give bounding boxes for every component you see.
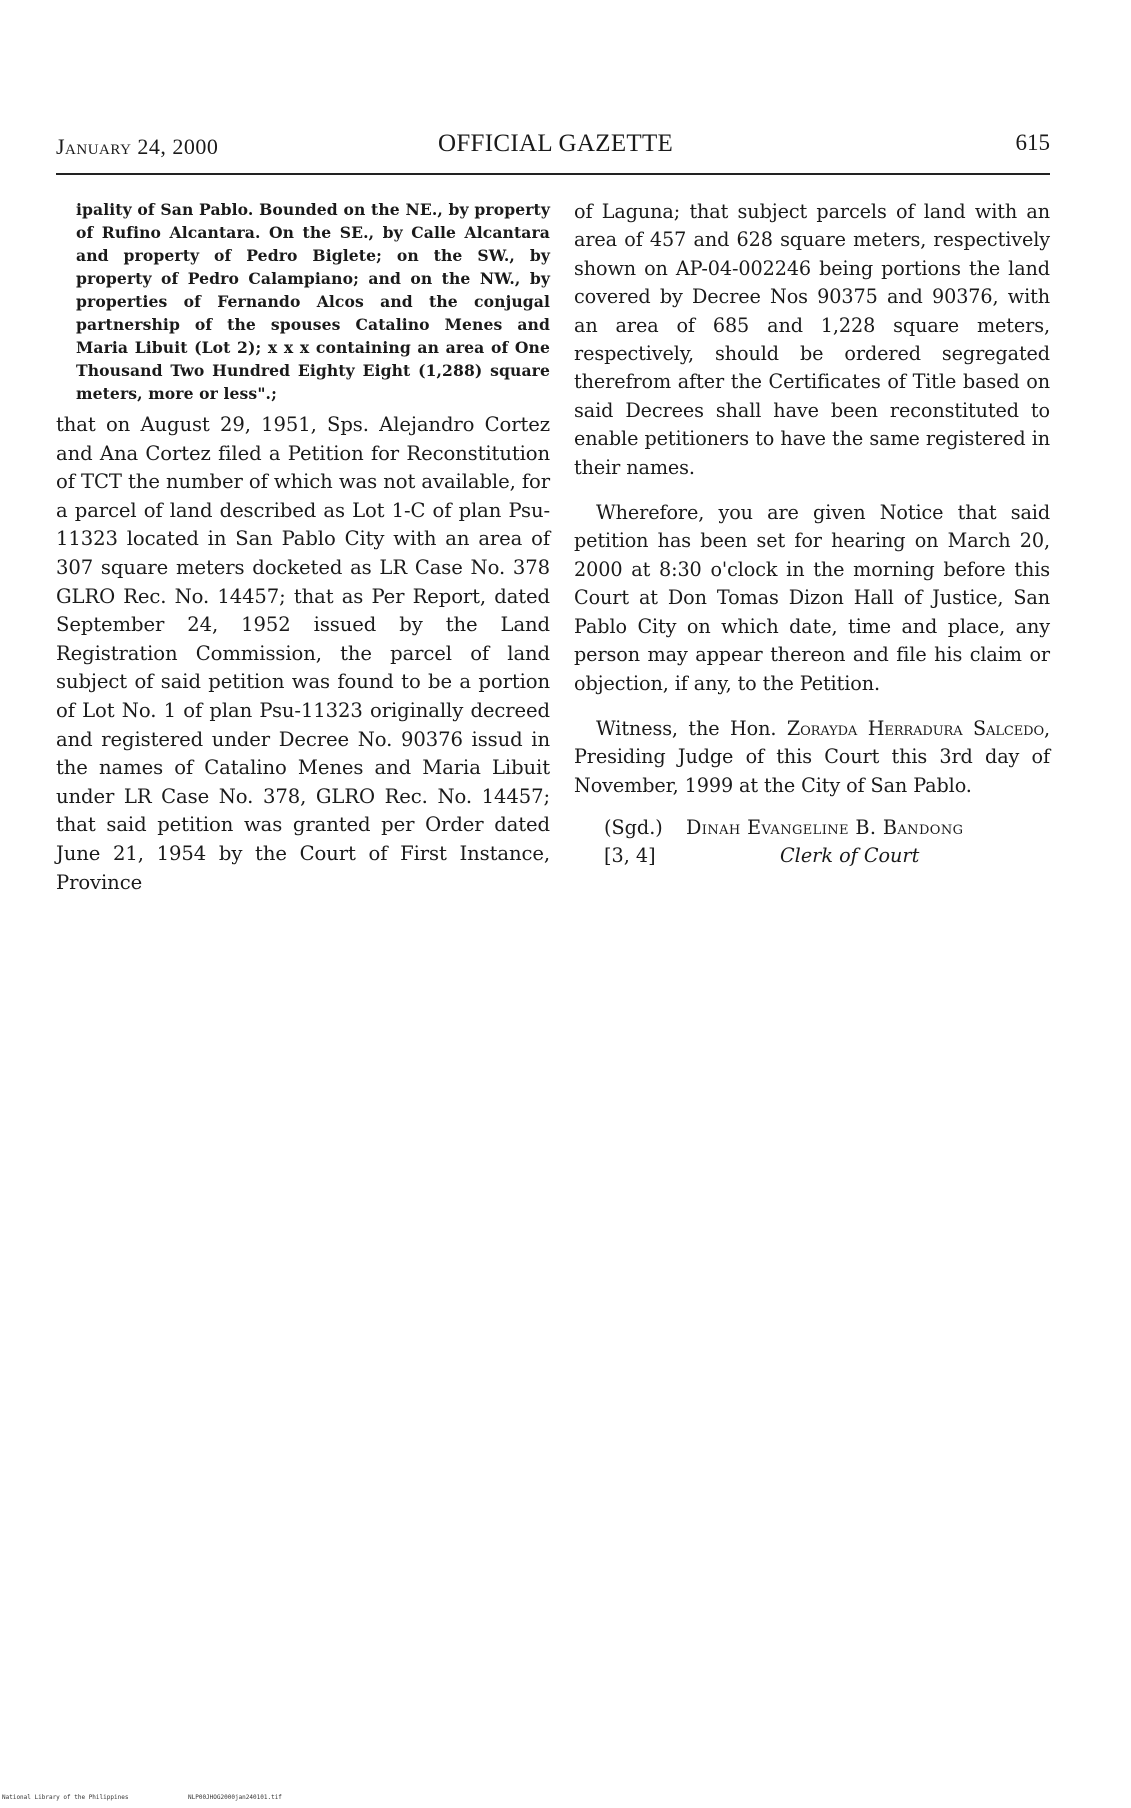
signed-marker: (Sgd.) <box>604 816 663 840</box>
signature-line <box>574 814 1050 842</box>
notice-paragraph: Wherefore, you are given Notice that said petition has been set for hearing on March 20, 2000 at 8:30 o'clock in the morning before this Court at Don Tomas Dizon Hall of Justice, San Pablo City on which date, time and place, any person may appear thereon and file his claim or objection, if any, to the Petition. <box>574 501 1050 695</box>
publication-title: OFFICIAL GAZETTE <box>438 130 674 157</box>
right-column <box>574 198 1050 870</box>
witness-suffix: , Presiding Judge of this Court this 3rd day of November, 1999 at the City of San Pablo. <box>574 716 1051 797</box>
header-rule <box>56 173 1050 175</box>
petition-history-paragraph: that on August 29, 1951, Sps. Alejandro Cortez and Ana Cortez filed a Petition for Reconstitution of TCT the number of which was not available, for a parcel of land described as Lot 1-C of plan Psu-11323 located in San Pablo City with an area of 307 square meters docketed as LR Case No. 378 GLRO Rec. No. 14457; that as Per Report, dated September 24, 1952 issued by the Land Registration Commission, the parcel of land subject of said petition was found to be a portion of Lot No. 1 of plan Psu-11323 originally decreed and registered under Decree No. 90376 issud in the names of Catalino Menes and Maria Libuit under LR Case No. 378, GLRO Rec. No. 14457; that said petition was granted per Order dated June 21, 1954 by the Court of First Instance, Province <box>56 413 550 894</box>
issue-reference: [3, 4] <box>604 844 656 868</box>
continuation-paragraph: of Laguna; that subject parcels of land with an area of 457 and 628 square meters, respectively shown on AP-04-002246 being portions the land covered by Decree Nos 90375 and 90376, with an area of 685 and 1,228 square meters, respectively, should be ordered segregated therefrom after the Certificates of Title based on said Decrees shall have been reconstituted to enable petitioners to have the same registered in their names. <box>574 200 1050 479</box>
signature-title-line <box>574 842 1050 870</box>
left-column <box>56 198 550 897</box>
footer-file: NLP00JHOG2000jan240101.tif <box>188 1794 282 1801</box>
signer-name: Dinah Evangeline B. Bandong <box>686 816 964 840</box>
page-header <box>56 128 1050 162</box>
judge-name: Zorayda Herradura Salcedo <box>786 716 1045 740</box>
footer-source: National Library of the Philippines <box>2 1794 129 1801</box>
header-date: January 24, 2000 <box>56 134 219 159</box>
signer-title: Clerk of Court <box>780 844 920 868</box>
witness-paragraph <box>574 715 1050 800</box>
page-number: 615 <box>1015 130 1050 155</box>
quoted-property-description: ipality of San Pablo. Bounded on the NE., by property of Rufino Alcantara. On the SE., by Calle Alcantara and property of Pedro Biglete; on the SW., by property of Pedro Calampiano; and on the NW., by properties of Fernando Alcos and the conjugal partnership of the spouses Catalino Menes and Maria Libuit (Lot 2); x x x containing an area of One Thousand Two Hundred Eighty Eight (1,288) square meters, more or less".; <box>76 200 550 403</box>
witness-prefix: Witness, the Hon. <box>596 716 787 740</box>
